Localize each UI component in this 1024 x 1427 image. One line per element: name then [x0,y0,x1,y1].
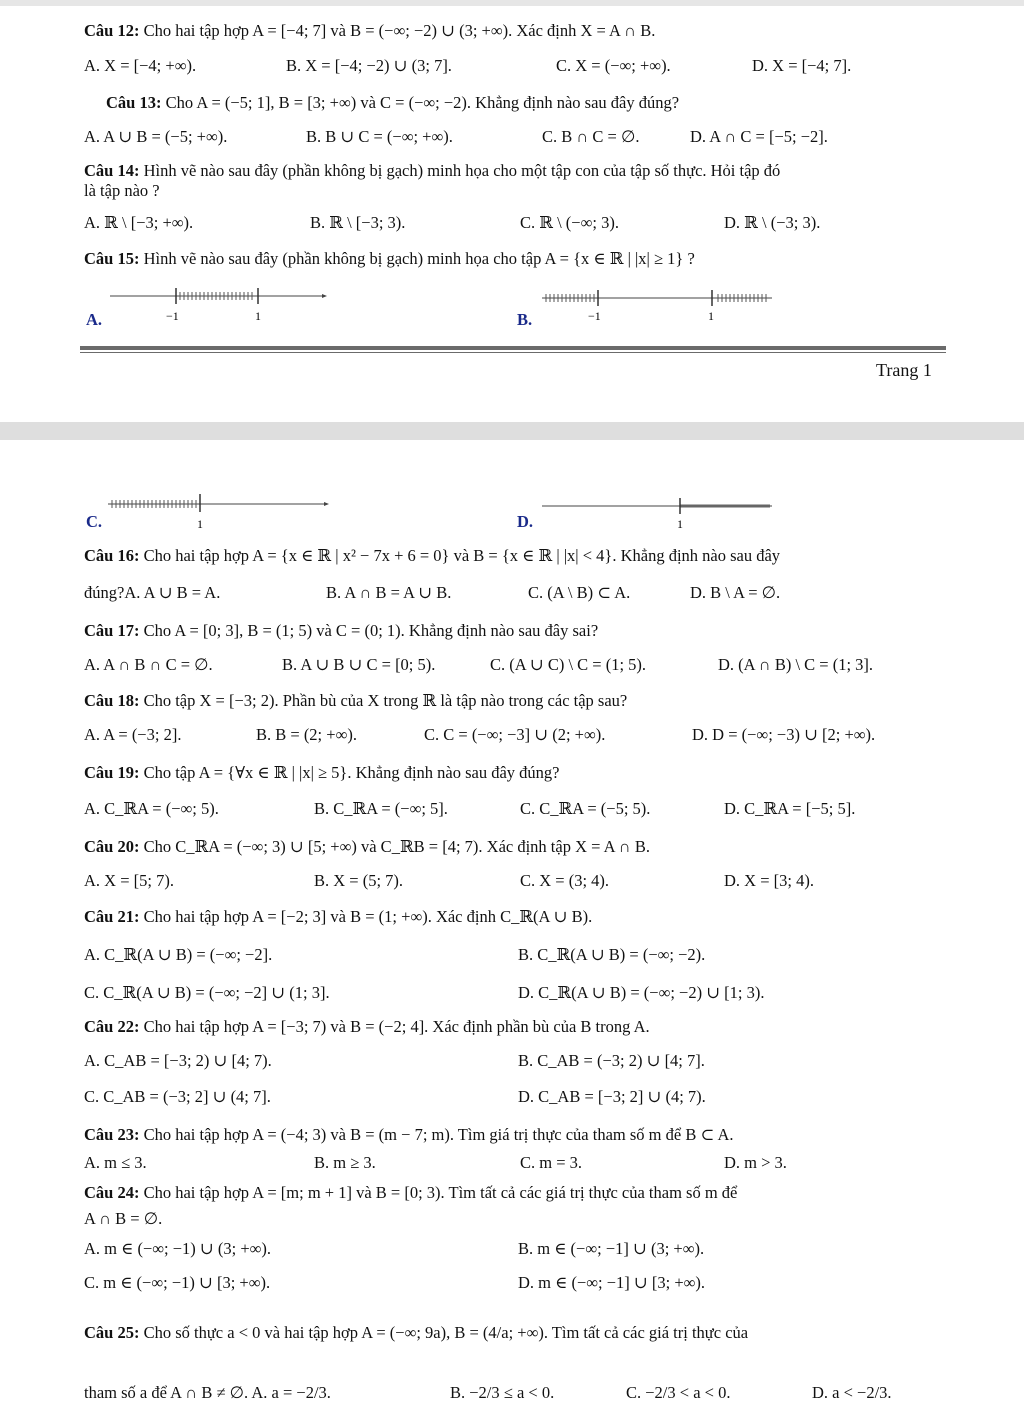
q25-option-a[interactable]: tham số a để A ∩ B ≠ ∅. A. a = −2/3. [84,1383,331,1402]
q13-option-d[interactable]: D. A ∩ C = [−5; −2]. [690,127,828,146]
question-17: Câu 17: Cho A = [0; 3], B = (1; 5) và C = (0; 1). Khẳng định nào sau đây sai? [84,621,599,640]
q15-option-a-label[interactable]: A. [86,310,103,329]
question-number: Câu 12: [84,21,140,40]
q19-option-d[interactable]: D. C_ℝA = [−5; 5]. [724,799,856,818]
q18-option-c[interactable]: C. C = (−∞; −3] ∪ (2; +∞). [424,725,606,744]
q17-option-d[interactable]: D. (A ∩ B) \ C = (1; 3]. [718,655,874,674]
q20-option-d[interactable]: D. X = [3; 4). [724,871,814,890]
q18-option-d[interactable]: D. D = (−∞; −3) ∪ [2; +∞). [692,725,876,744]
q13-option-a[interactable]: A. A ∪ B = (−5; +∞). [84,127,228,146]
q16-option-b[interactable]: B. A ∩ B = A ∪ B. [326,583,452,602]
tick-1-c: 1 [197,517,203,531]
q13-option-c[interactable]: C. B ∩ C = ∅. [542,127,640,146]
q24-option-a[interactable]: A. m ∈ (−∞; −1) ∪ (3; +∞). [84,1239,272,1258]
tick-minus-1-b: −1 [588,309,601,323]
page-gap [0,422,1024,440]
question-number: Câu 16: [84,546,140,565]
q24-option-b[interactable]: B. m ∈ (−∞; −1] ∪ (3; +∞). [518,1239,705,1258]
q23-option-d[interactable]: D. m > 3. [724,1153,787,1172]
page-number: Trang 1 [876,360,932,380]
q22-option-b[interactable]: B. C_AB = (−3; 2) ∪ [4; 7]. [518,1051,705,1070]
q23-option-a[interactable]: A. m ≤ 3. [84,1153,147,1172]
question-24: Câu 24: Cho hai tập hợp A = [m; m + 1] và B = [0; 3). Tìm tất cả các giá trị thực của tham số m để [84,1183,738,1202]
q13-option-b[interactable]: B. B ∪ C = (−∞; +∞). [306,127,453,146]
question-13: Câu 13: Cho A = (−5; 1], B = [3; +∞) và C = (−∞; −2). Khẳng định nào sau đây đúng? [106,93,680,112]
footer-rule [80,346,946,350]
question-15: Câu 15: Hình vẽ nào sau đây (phần không bị gạch) minh họa cho tập A = {x ∈ ℝ | |x| ≥ 1} ? [84,249,695,268]
q24-option-d[interactable]: D. m ∈ (−∞; −1] ∪ [3; +∞). [518,1273,706,1292]
q19-option-a[interactable]: A. C_ℝA = (−∞; 5). [84,799,219,818]
question-number: Câu 20: [84,837,140,856]
question-14: Câu 14: Hình vẽ nào sau đây (phần không bị gạch) minh họa cho một tập con của tập số thực. Hỏi tập đó [84,161,781,180]
question-number: Câu 19: [84,763,140,782]
q15-option-c-label[interactable]: C. [86,512,103,531]
q14-option-b[interactable]: B. ℝ \ [−3; 3). [310,213,406,232]
q15-number-line-c [106,490,336,532]
q25-option-c[interactable]: C. −2/3 < a < 0. [626,1383,731,1402]
tick-1-d: 1 [677,517,683,531]
tick-minus-1: −1 [166,309,179,323]
question-16: Câu 16: Cho hai tập hợp A = {x ∈ ℝ | x² − 7x + 6 = 0} và B = {x ∈ ℝ | |x| < 4}. Khẳng định nào sau đây [84,546,781,565]
question-number: Câu 25: [84,1323,140,1342]
q14-option-c[interactable]: C. ℝ \ (−∞; 3). [520,213,619,232]
q25-option-b[interactable]: B. −2/3 ≤ a < 0. [450,1383,555,1402]
q12-option-c[interactable]: C. X = (−∞; +∞). [556,56,671,75]
q25-option-d[interactable]: D. a < −2/3. [812,1383,892,1402]
q17-option-b[interactable]: B. A ∪ B ∪ C = [0; 5). [282,655,436,674]
q21-option-d[interactable]: D. C_ℝ(A ∪ B) = (−∞; −2) ∪ [1; 3). [518,983,765,1002]
question-14-cont: là tập nào ? [84,181,160,200]
question-21: Câu 21: Cho hai tập hợp A = [−2; 3] và B = (1; +∞). Xác định C_ℝ(A ∪ B). [84,907,593,926]
question-number: Câu 24: [84,1183,140,1202]
question-number: Câu 18: [84,691,140,710]
question-number: Câu 13: [106,93,162,112]
question-number: Câu 15: [84,249,140,268]
question-24-cont: A ∩ B = ∅. [84,1209,163,1228]
tick-1-b: 1 [708,309,714,323]
q15-option-b-label[interactable]: B. [517,310,533,329]
q14-option-a[interactable]: A. ℝ \ [−3; +∞). [84,213,194,232]
question-number: Câu 14: [84,161,140,180]
q22-option-d[interactable]: D. C_AB = [−3; 2] ∪ (4; 7). [518,1087,706,1106]
question-25: Câu 25: Cho số thực a < 0 và hai tập hợp A = (−∞; 9a), B = (4/a; +∞). Tìm tất cả các giá trị thực của [84,1323,749,1342]
question-number: Câu 21: [84,907,140,926]
top-strip [0,0,1024,6]
question-19: Câu 19: Cho tập A = {∀x ∈ ℝ | |x| ≥ 5}. Khẳng định nào sau đây đúng? [84,763,560,782]
question-23: Câu 23: Cho hai tập hợp A = (−4; 3) và B = (m − 7; m). Tìm giá trị thực của tham số m để B ⊂ A. [84,1125,734,1144]
q20-option-c[interactable]: C. X = (3; 4). [520,871,610,890]
question-22: Câu 22: Cho hai tập hợp A = [−3; 7) và B = (−2; 4]. Xác định phần bù của B trong A. [84,1017,650,1036]
q15-number-line-a [108,282,328,326]
q15-number-line-d [540,494,780,534]
q17-option-c[interactable]: C. (A ∪ C) \ C = (1; 5). [490,655,647,674]
q15-option-d-label[interactable]: D. [517,512,534,531]
q16-option-d[interactable]: D. B \ A = ∅. [690,583,781,602]
q23-option-b[interactable]: B. m ≥ 3. [314,1153,376,1172]
q16-option-a[interactable]: đúng?A. A ∪ B = A. [84,583,221,602]
q17-option-a[interactable]: A. A ∩ B ∩ C = ∅. [84,655,213,674]
q23-option-c[interactable]: C. m = 3. [520,1153,583,1172]
q12-option-d[interactable]: D. X = [−4; 7]. [752,56,852,75]
footer-rule-thin [80,352,946,353]
q12-option-a[interactable]: A. X = [−4; +∞). [84,56,197,75]
q15-number-line-b [540,286,780,326]
q18-option-a[interactable]: A. A = (−3; 2]. [84,725,182,744]
q20-option-a[interactable]: A. X = [5; 7). [84,871,174,890]
q16-option-c[interactable]: C. (A \ B) ⊂ A. [528,583,631,602]
question-number: Câu 22: [84,1017,140,1036]
q21-option-a[interactable]: A. C_ℝ(A ∪ B) = (−∞; −2]. [84,945,273,964]
q24-option-c[interactable]: C. m ∈ (−∞; −1) ∪ [3; +∞). [84,1273,271,1292]
q18-option-b[interactable]: B. B = (2; +∞). [256,725,357,744]
q22-option-a[interactable]: A. C_AB = [−3; 2) ∪ [4; 7). [84,1051,272,1070]
question-number: Câu 23: [84,1125,140,1144]
q14-option-d[interactable]: D. ℝ \ (−3; 3). [724,213,821,232]
question-number: Câu 17: [84,621,140,640]
q12-option-b[interactable]: B. X = [−4; −2) ∪ (3; 7]. [286,56,452,75]
question-12: Câu 12: Cho hai tập hợp A = [−4; 7] và B = (−∞; −2) ∪ (3; +∞). Xác định X = A ∩ B. [84,21,656,40]
q22-option-c[interactable]: C. C_AB = (−3; 2] ∪ (4; 7]. [84,1087,271,1106]
tick-1: 1 [255,309,261,323]
q19-option-c[interactable]: C. C_ℝA = (−5; 5). [520,799,651,818]
q20-option-b[interactable]: B. X = (5; 7). [314,871,404,890]
q21-option-b[interactable]: B. C_ℝ(A ∪ B) = (−∞; −2). [518,945,706,964]
q21-option-c[interactable]: C. C_ℝ(A ∪ B) = (−∞; −2] ∪ (1; 3]. [84,983,330,1002]
question-18: Câu 18: Cho tập X = [−3; 2). Phần bù của X trong ℝ là tập nào trong các tập sau? [84,691,628,710]
q19-option-b[interactable]: B. C_ℝA = (−∞; 5]. [314,799,448,818]
question-20: Câu 20: Cho C_ℝA = (−∞; 3) ∪ [5; +∞) và C_ℝB = [4; 7). Xác định tập X = A ∩ B. [84,837,650,856]
